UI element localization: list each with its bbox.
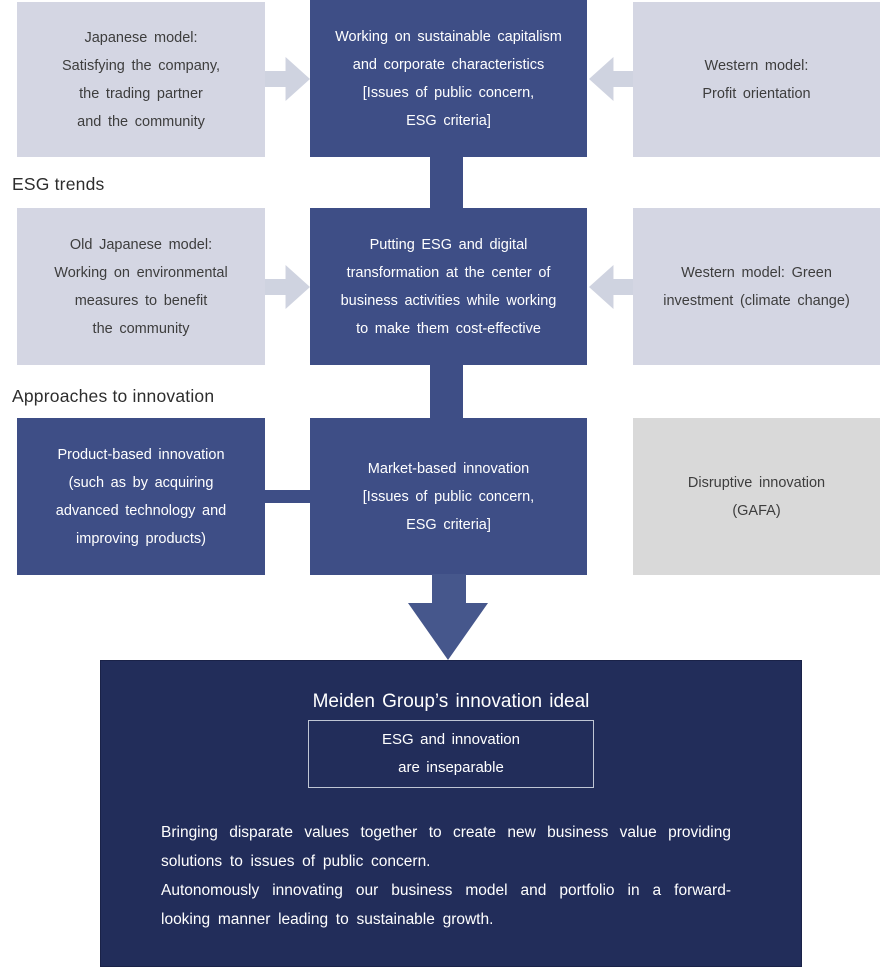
text-line: and the community — [77, 113, 205, 130]
box-market-based-innovation — [310, 418, 587, 575]
ideal-title: Meiden Group’s innovation ideal — [312, 691, 590, 712]
text-line: ESG criteria] — [406, 112, 491, 129]
text-line: [Issues of public concern, — [362, 84, 535, 101]
text-line: Disruptive innovation — [687, 474, 826, 491]
box-sustainable-capitalism — [310, 0, 587, 157]
approaches-innovation-heading: Approaches to innovation — [12, 386, 215, 406]
ideal-badge — [308, 720, 594, 788]
text-line: advanced technology and — [55, 502, 227, 519]
text-line: Working on sustainable capitalism — [335, 28, 562, 45]
text-line: measures to benefit — [74, 292, 208, 309]
text-line: (such as by acquiring — [68, 474, 214, 491]
arrow-right-icon — [265, 57, 310, 101]
text-line: Putting ESG and digital — [369, 236, 528, 253]
text-line: improving products) — [76, 530, 206, 547]
arrow-right-icon — [265, 265, 310, 309]
box-old-japanese-model — [17, 208, 265, 365]
text-line: [Issues of public concern, — [362, 488, 535, 505]
esg-trends-heading: ESG trends — [12, 174, 105, 194]
text-line: business activities while working — [340, 292, 557, 309]
text-line: looking manner leading to sustainable growth. — [161, 911, 494, 928]
text-line: Profit orientation — [702, 85, 811, 102]
connector-horizontal — [265, 490, 311, 503]
text-line: Western model: — [704, 57, 809, 74]
box-esg-digital-transformation — [310, 208, 587, 365]
text-line: ESG and innovation — [382, 731, 520, 748]
text-line: Product-based innovation — [57, 446, 225, 463]
box-japanese-model — [17, 2, 265, 157]
connector-vertical-1 — [430, 156, 463, 209]
text-line: (GAFA) — [732, 502, 781, 519]
arrow-down-icon — [400, 574, 496, 660]
text-line: Western model: Green — [681, 264, 832, 281]
arrow-left-icon — [589, 57, 634, 101]
text-line: Satisfying the company, — [61, 57, 221, 74]
box-western-model-profit — [633, 2, 880, 157]
text-line: solutions to issues of public concern. — [161, 853, 431, 870]
text-line: Old Japanese model: — [69, 236, 213, 253]
box-product-based-innovation — [17, 418, 265, 575]
text-line: transformation at the center of — [346, 264, 551, 281]
text-line: Japanese model: — [84, 29, 198, 46]
text-line: Autonomously innovating our business model and portfolio in a forward- — [161, 882, 731, 899]
meiden-ideal-panel — [100, 660, 802, 967]
text-line: Working on environmental — [54, 264, 228, 281]
text-line: are inseparable — [398, 759, 504, 776]
text-line: investment (climate change) — [663, 292, 850, 309]
box-disruptive-innovation — [633, 418, 880, 575]
text-line: Market-based innovation — [367, 460, 530, 477]
box-western-model-green — [633, 208, 880, 365]
connector-vertical-2 — [430, 364, 463, 419]
text-line: to make them cost-effective — [356, 320, 541, 337]
ideal-body-text — [161, 818, 731, 934]
text-line: ESG criteria] — [406, 516, 491, 533]
arrow-left-icon — [589, 265, 634, 309]
text-line: the trading partner — [79, 85, 203, 102]
text-line: and corporate characteristics — [352, 56, 545, 73]
text-line: the community — [92, 320, 190, 337]
text-line: Bringing disparate values together to create new business value providing — [161, 824, 731, 841]
